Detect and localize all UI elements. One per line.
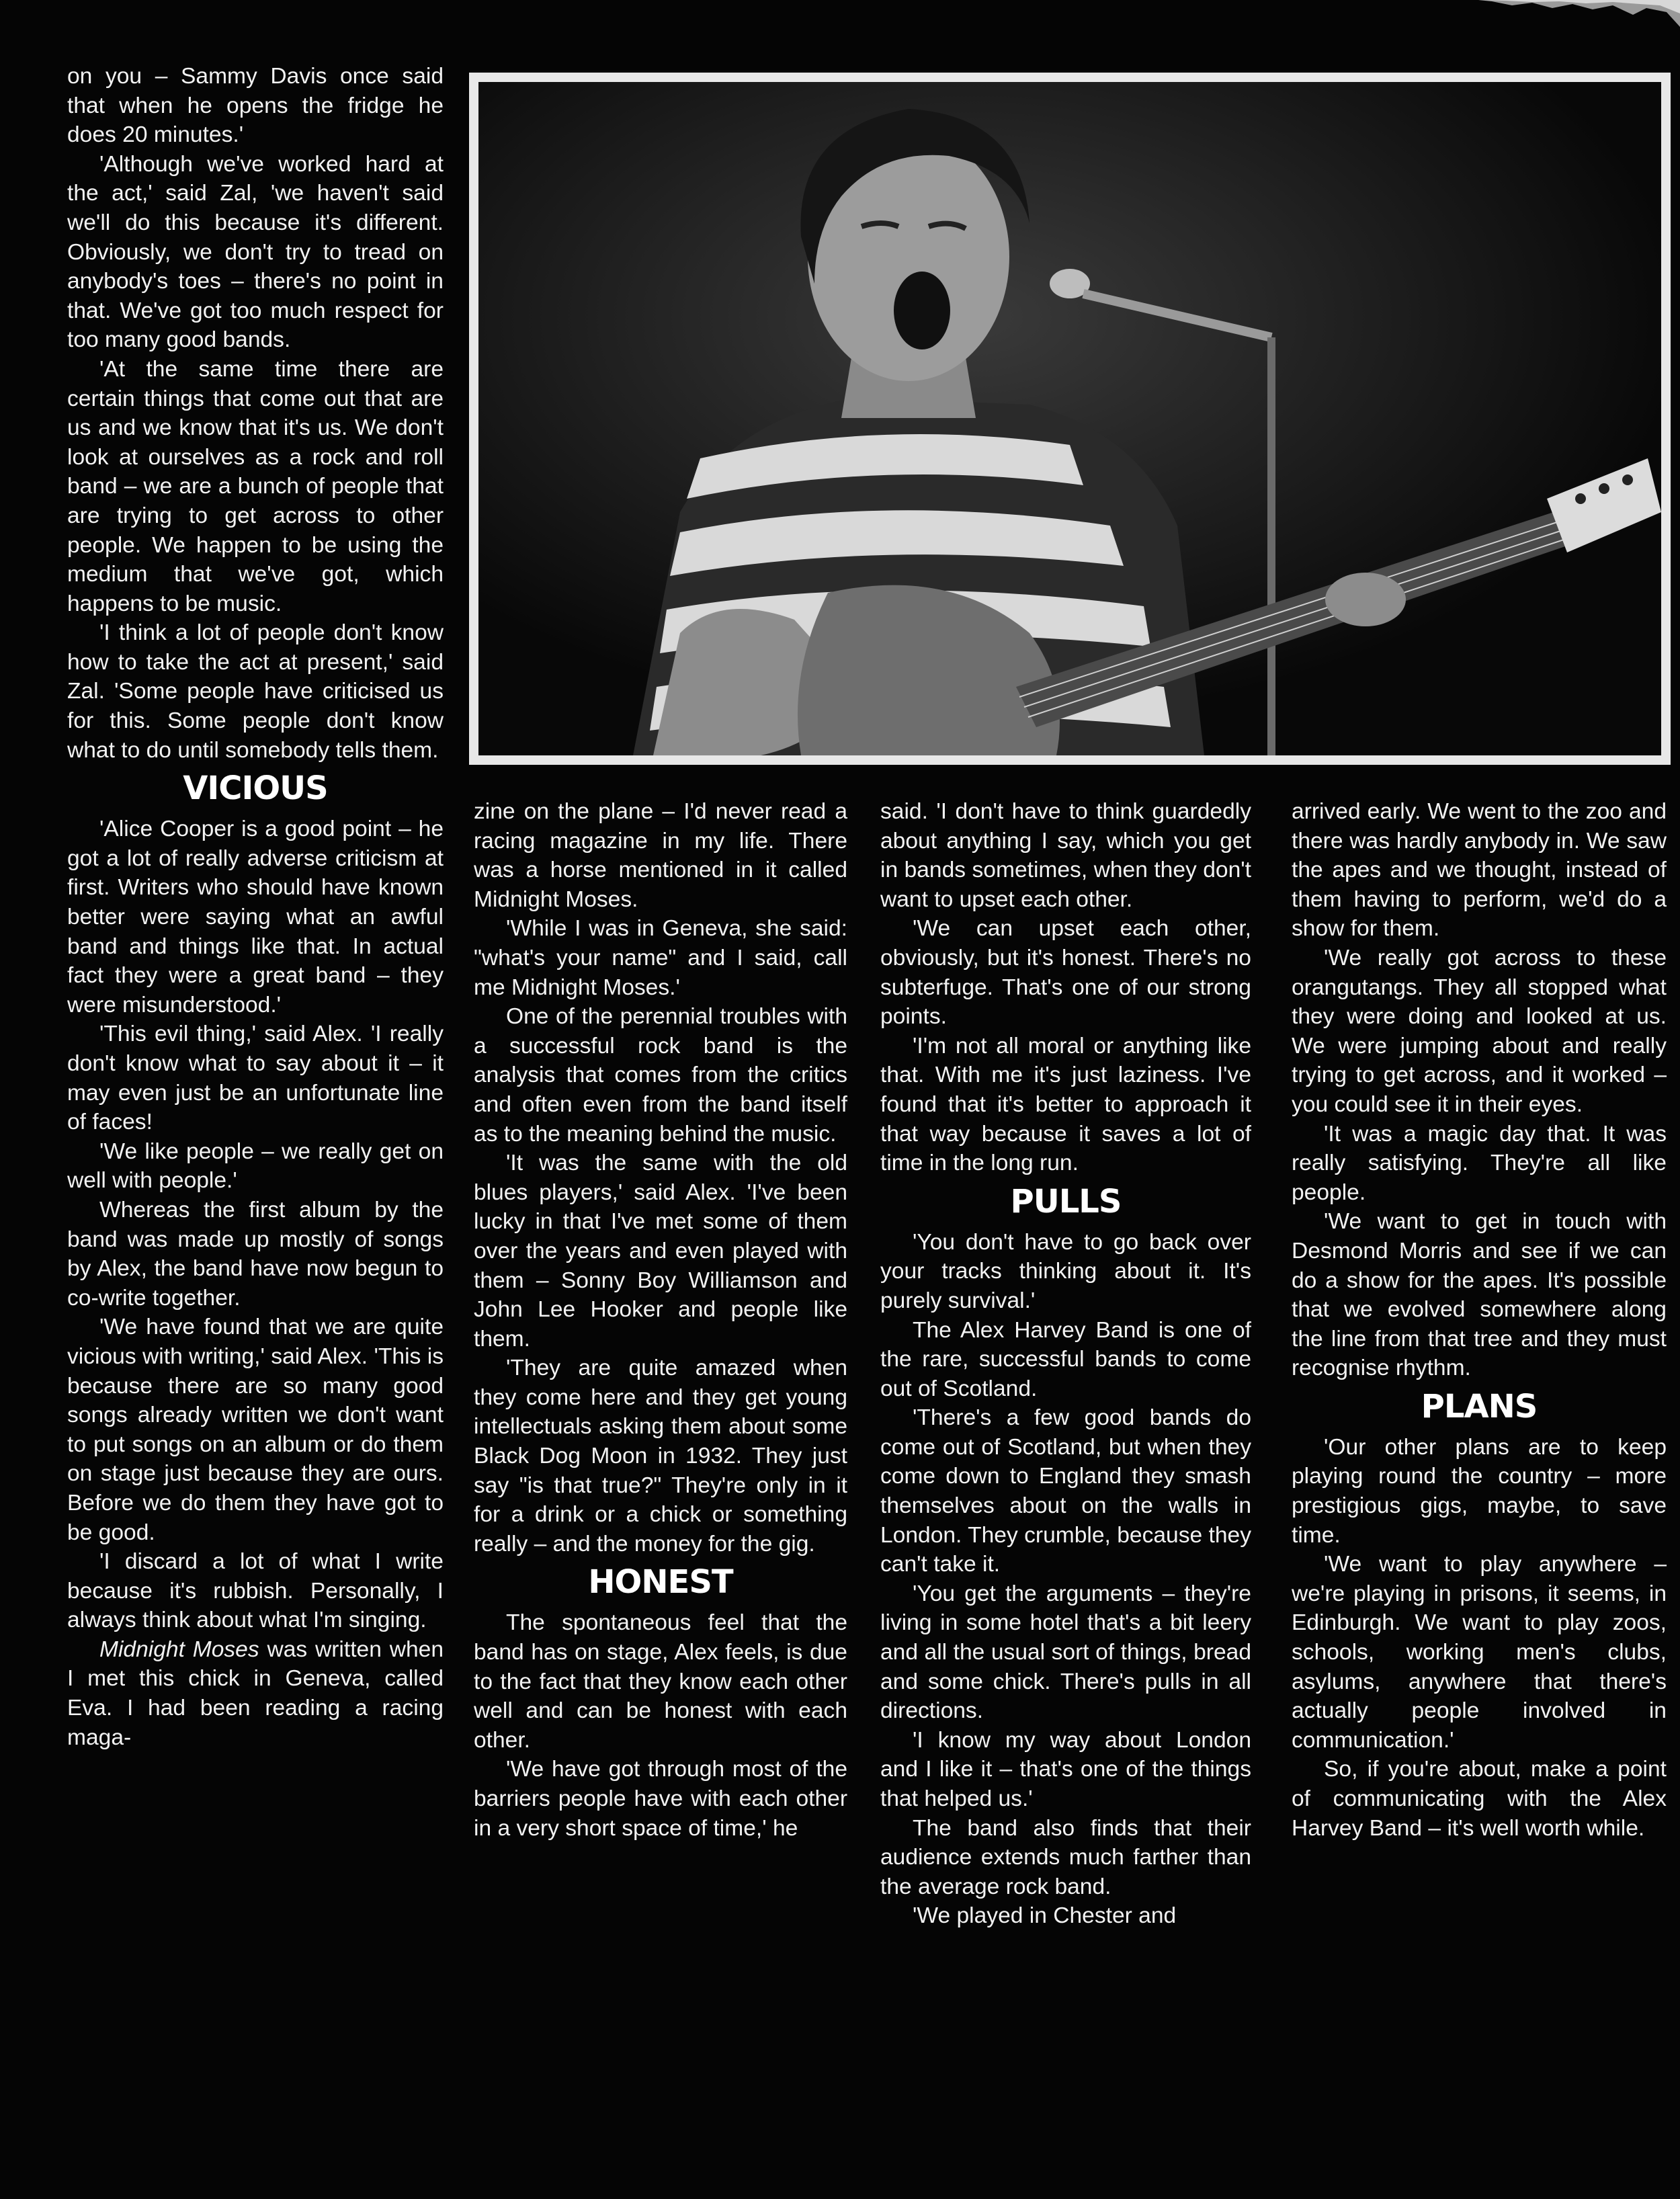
paragraph: said. 'I don't have to think guardedly about anything I say, which you get in bands sometimes, when they don't want to upset each other. [880, 799, 1251, 912]
article-column-4 [1292, 797, 1667, 1843]
paragraph: 'You get the arguments – they're living in some hotel that's a bit leery and all the usual sort of things, bread and some chick. There's pulls in all directions. [880, 1581, 1251, 1724]
paragraph: The spontaneous feel that the band has on stage, Alex feels, is due to the fact that they know each other well and can be honest with each other. [474, 1610, 847, 1753]
paragraph: 'I think a lot of people don't know how to take the act at present,' said Zal. 'Some people have criticised us for this. Some people don't know what to do until somebody tells them. [67, 620, 444, 763]
paragraph: 'We can upset each other, obviously, but it's honest. There's no subterfuge. That's one of our strong points. [880, 916, 1251, 1030]
paragraph: 'Alice Cooper is a good point – he got a lot of really adverse criticism at first. Writers who should have known better were saying what an awful band and things like that. In actual fact they were a great band – they were misunderstood.' [67, 817, 444, 1018]
paragraph: 'I'm not all moral or anything like that. With me it's just laziness. I've found that it's better to approach it that way because it saves a lot of time in the long run. [880, 1033, 1251, 1176]
paragraph: 'I discard a lot of what I write because it's rubbish. Personally, I always think about what I'm singing. [67, 1549, 444, 1633]
paragraph: 'This evil thing,' said Alex. 'I really don't know what to say about it – it may even just be an unfortunate line of faces! [67, 1022, 444, 1135]
paragraph: 'At the same time there are certain things that come out that are us and we know that it's us. We don't look at ourselves as a rock and roll band – we are a bunch of people that are trying to get across to other people. We happen to be using the medium that we've got, which happens to be music. [67, 356, 444, 616]
subheading-pulls: PULLS [1010, 1182, 1122, 1220]
article-column-1 [67, 62, 444, 1752]
paragraph: 'We have got through most of the barriers people have with each other in a very short space of time,' he [474, 1757, 847, 1841]
singer-guitarist-illustration [478, 82, 1661, 755]
paragraph: 'They are quite amazed when they come here and they get young intellectuals asking them about some Black Dog Moon in 1932. They just say "is that true?" They're only in it for a drink or a chick or something really – and the money for the gig. [474, 1356, 847, 1557]
paragraph: on you – Sammy Davis once said that when he opens the fridge he does 20 minutes.' [67, 64, 444, 148]
article-column-3 [880, 797, 1251, 1931]
paragraph: 'We want to play anywhere – we're playing in prisons, it seems, in Edinburgh. We want to play zoos, schools, working men's clubs, asylums, anywhere that there's actually people involved in communication.' [1292, 1552, 1667, 1753]
paragraph: So, if you're about, make a point of communicating with the Alex Harvey Band – it's well worth while. [1292, 1757, 1667, 1841]
paragraph: One of the perennial troubles with a successful rock band is the analysis that comes from the critics and often even from the band itself as to the meaning behind the music. [474, 1004, 847, 1147]
paragraph: The band also finds that their audience extends much farther than the average rock band. [880, 1815, 1251, 1899]
torn-paper-edge [1478, 0, 1680, 40]
paragraph: Whereas the first album by the band was made up mostly of songs by Alex, the band have now begun to co-write together. [67, 1197, 444, 1311]
subheading-plans: PLANS [1421, 1387, 1538, 1425]
performer-photo [469, 73, 1671, 765]
subheading-honest: HONEST [588, 1563, 733, 1602]
paragraph: 'I know my way about London and I like it – that's one of the things that helped us.' [880, 1727, 1251, 1811]
paragraph: zine on the plane – I'd never read a racing magazine in my life. There was a horse mentioned in it called Midnight Moses. [474, 799, 847, 912]
paragraph: 'We really got across to these orangutangs. They all stopped what they were doing and looked at us. We were jumping about and really trying to get across, and it worked – you could see it in their eyes. [1292, 945, 1667, 1117]
paragraph-text: was written when I met this chick in Geneva, called Eva. I had been reading a racing maga- [67, 1636, 444, 1750]
paragraph: 'You don't have to go back over your tracks thinking about it. It's purely survival.' [880, 1229, 1251, 1313]
paragraph [67, 1635, 444, 1752]
paragraph: arrived early. We went to the zoo and there was hardly anybody in. We saw the apes and we thought, instead of them having to perform, we'd do a show for them. [1292, 799, 1667, 942]
paragraph: 'Although we've worked hard at the act,' said Zal, 'we haven't said we'll do this because it's different. Obviously, we don't try to tread on anybody's toes – there's no point in that. We've got too much respect for too many good bands. [67, 151, 444, 353]
paragraph: 'It was the same with the old blues players,' said Alex. 'I've been lucky in that I've met some of them over the years and even played with them – Sonny Boy Williamson and John Lee Hooker and people like them. [474, 1151, 847, 1352]
paragraph: 'We played in Chester and [913, 1903, 1177, 1929]
paragraph: 'Our other plans are to keep playing round the country – more prestigious gigs, maybe, to save time. [1292, 1434, 1667, 1548]
paragraph: 'We like people – we really get on well with people.' [67, 1138, 444, 1194]
paragraph: The Alex Harvey Band is one of the rare, successful bands to come out of Scotland. [880, 1317, 1251, 1401]
song-title: Midnight Moses [99, 1636, 259, 1662]
paragraph: 'There's a few good bands do come out of Scotland, but when they come down to England they smash themselves about on the walls in London. They crumble, because they can't take it. [880, 1405, 1251, 1577]
paragraph: 'We want to get in touch with Desmond Morris and see if we can do a show for the apes. It's possible that we evolved somewhere along the line from that tree and they must recognise rhythm. [1292, 1209, 1667, 1381]
subheading-vicious: VICIOUS [183, 770, 328, 808]
paragraph: 'It was a magic day that. It was really satisfying. They're all like people. [1292, 1121, 1667, 1205]
article-column-2 [474, 797, 847, 1843]
paragraph: 'While I was in Geneva, she said: "what's your name" and I said, call me Midnight Moses.' [474, 916, 847, 1000]
paragraph: 'We have found that we are quite vicious with writing,' said Alex. 'This is because there are so many good songs already written we don't want to put songs on an album or do them on stage just because they are ours. Before we do them they have got to be good. [67, 1315, 444, 1545]
